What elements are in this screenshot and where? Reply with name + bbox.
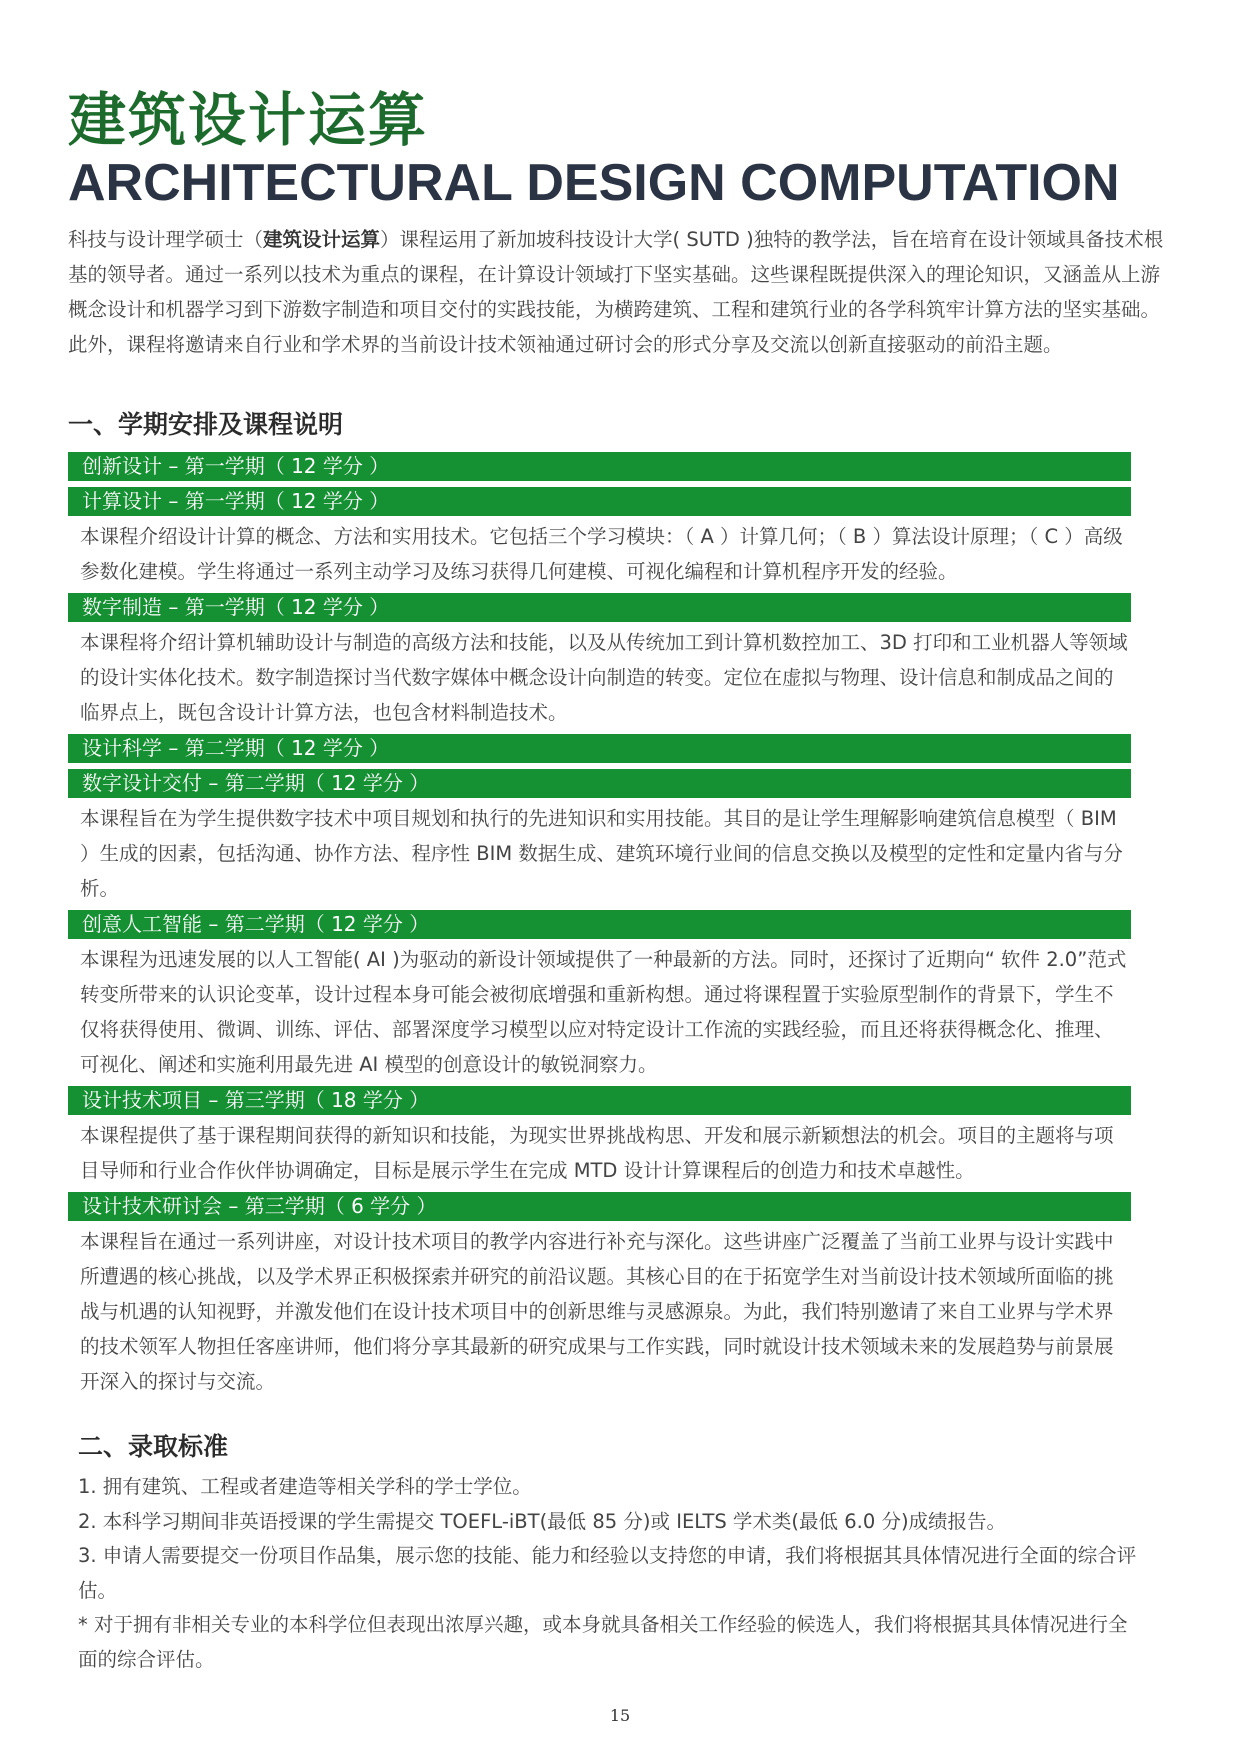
- course-description: 本课程旨在通过一系列讲座，对设计技术项目的教学内容进行补充与深化。这些讲座广泛覆盖了当前工业界与设计实践中所遭遇的核心挑战，以及学术界正积极探索并研究的前沿议题。其核心目的在于拓宽学生对当前设计技术领域所面临的挑战与机遇的认知视野，并激发他们在设计技术项目中的创新思维与灵感源泉。为此，我们特别邀请了来自工业界与学术界的技术领军人物担任客座讲师，他们将分享其最新的研究成果与工作实践，同时就设计技术领域未来的发展趋势与前景展开深入的探讨与交流。: [80, 1230, 1114, 1393]
- requirement-item: 2. 本科学习期间非英语授课的学生需提交 TOEFL-iBT(最低 85 分)或 IELTS 学术类(最低 6.0 分)成绩报告。: [78, 1509, 1007, 1533]
- requirement-item: 3. 申请人需要提交一份项目作品集，展示您的技能、能力和经验以支持您的申请，我们将根据其具体情况进行全面的综合评估。: [78, 1544, 1137, 1602]
- requirement-item: 1. 拥有建筑、工程或者建造等相关学科的学士学位。: [78, 1475, 532, 1498]
- course-description: 本课程介绍设计计算的概念、方法和实用技术。它包括三个学习模块：（ A ）计算几何；（ B ）算法设计原理；（ C ）高级参数化建模。学生将通过一系列主动学习及练习获得几何建模、可视化编程和计算机程序开发的经验。: [80, 525, 1123, 583]
- admission-requirements-list: [78, 1470, 1138, 1677]
- intro-text-after: ）课程运用了新加坡科技设计大学( SUTD )独特的教学法，旨在培育在设计领域具备技术根基的领导者。通过一系列以技术为重点的课程，在计算设计领域打下坚实基础。这些课程既提供深入的理论知识，又涵盖从上游概念设计和机器学习到下游数字制造和项目交付的实践技能，为横跨建筑、工程和建筑行业的各学科筑牢计算方法的坚实基础。此外，课程将邀请来自行业和学术界的当前设计技术领袖通过研讨会的形式分享及交流以创新直接驱动的前沿主题。: [68, 228, 1164, 356]
- course-title-bar: 创新设计 – 第一学期（ 12 学分 ）: [68, 452, 1131, 481]
- course-title-bar: 设计科学 – 第二学期（ 12 学分 ）: [68, 734, 1131, 763]
- course-title-bar: 数字制造 – 第一学期（ 12 学分 ）: [68, 593, 1131, 622]
- course-description: 本课程将介绍计算机辅助设计与制造的高级方法和技能，以及从传统加工到计算机数控加工、3D 打印和工业机器人等领域的设计实体化技术。数字制造探讨当代数字媒体中概念设计向制造的转变。定位在虚拟与物理、设计信息和制成品之间的临界点上，既包含设计计算方法，也包含材料制造技术。: [80, 631, 1128, 724]
- course-title-bar: 创意人工智能 – 第二学期（ 12 学分 ）: [68, 910, 1131, 939]
- requirement-note: * 对于拥有非相关专业的本科学位但表现出浓厚兴趣，或本身就具备相关工作经验的候选人，我们将根据其具体情况进行全面的综合评估。: [78, 1613, 1128, 1671]
- course-description: 本课程为迅速发展的以人工智能( AI )为驱动的新设计领域提供了一种最新的方法。同时，还探讨了近期向“ 软件 2.0”范式转变所带来的认识论变革，设计过程本身可能会被彻底增强和重新构想。通过将课程置于实验原型制作的背景下，学生不仅将获得使用、微调、训练、评估、部署深度学习模型以应对特定设计工作流的实践经验，而且还将获得概念化、推理、可视化、阐述和实施利用最先进 AI 模型的创意设计的敏锐洞察力。: [80, 948, 1127, 1076]
- page-number: 15: [609, 1706, 631, 1725]
- section-heading-schedule: 一、学期安排及课程说明: [68, 410, 344, 439]
- course-description: 本课程提供了基于课程期间获得的新知识和技能，为现实世界挑战构思、开发和展示新颖想法的机会。项目的主题将与项目导师和行业合作伙伴协调确定，目标是展示学生在完成 MTD 设计计算课程后的创造力和技术卓越性。: [80, 1124, 1114, 1182]
- course-list: [68, 452, 1131, 1403]
- course-title-bar: 计算设计 – 第一学期（ 12 学分 ）: [68, 487, 1131, 516]
- course-description: 本课程旨在为学生提供数字技术中项目规划和执行的先进知识和实用技能。其目的是让学生理解影响建筑信息模型（ BIM ）生成的因素，包括沟通、协作方法、程序性 BIM 数据生成、建筑环境行业间的信息交换以及模型的定性和定量内省与分析。: [80, 807, 1123, 900]
- page-title-english: ARCHITECTURAL DESIGN COMPUTATION: [68, 154, 1120, 212]
- intro-text-bold: 建筑设计运算: [263, 228, 381, 251]
- course-title-bar: 设计技术项目 – 第三学期（ 18 学分 ）: [68, 1086, 1131, 1115]
- course-title-bar: 设计技术研讨会 – 第三学期（ 6 学分 ）: [68, 1192, 1131, 1221]
- page-title-chinese: 建筑设计运算: [68, 86, 429, 154]
- section-heading-admission: 二、录取标准: [78, 1432, 229, 1461]
- intro-paragraph: [68, 222, 1168, 362]
- intro-text-before: 科技与设计理学硕士（: [68, 228, 264, 251]
- course-title-bar: 数字设计交付 – 第二学期（ 12 学分 ）: [68, 769, 1131, 798]
